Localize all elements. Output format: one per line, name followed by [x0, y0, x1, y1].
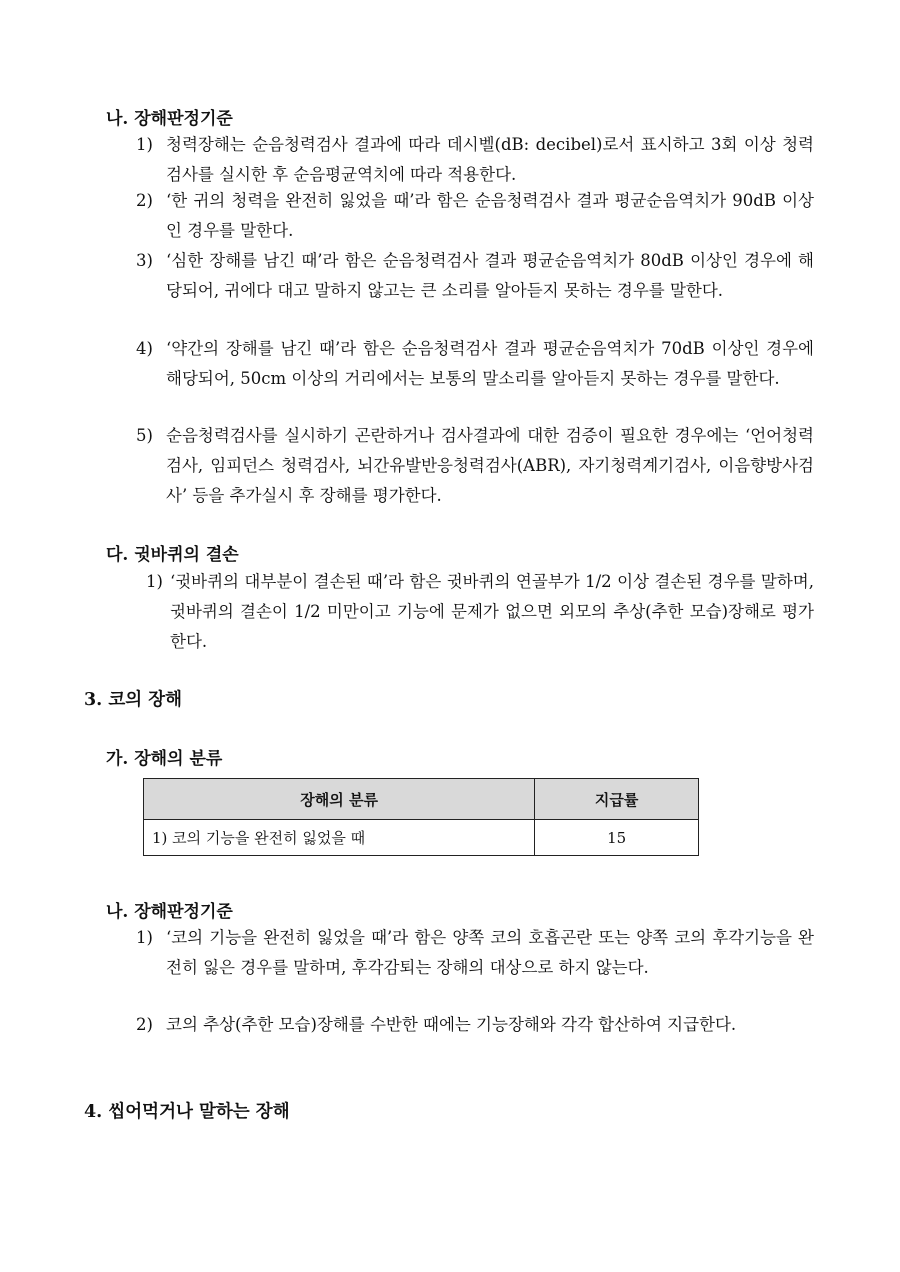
item-number: 4): [136, 339, 153, 358]
item-number: 2): [136, 1015, 153, 1034]
item-number: 1): [136, 928, 153, 947]
item-text: ‘약간의 장해를 남긴 때’라 함은 순음청력검사 결과 평균순음역치가 70dB 이상인 경우에 해당되어, 50cm 이상의 거리에서는 보통의 말소리를 알아듣지 못하는 경우를 말한다.: [166, 339, 814, 388]
item-text: ‘귓바퀴의 대부분이 결손된 때’라 함은 귓바퀴의 연골부가 1/2 이상 결손된 경우를 말하며, 귓바퀴의 결손이 1/2 미만이고 기능에 문제가 없으면 외모의 추상(추한 모습)장해로 평가한다.: [170, 572, 814, 651]
section-heading-classification: 가. 장해의 분류: [106, 749, 223, 769]
item-number: 1): [136, 135, 153, 154]
list-item: [136, 246, 814, 306]
item-number: 3): [136, 251, 153, 270]
item-number: 1): [146, 572, 163, 591]
list-item: [146, 567, 814, 657]
item-text: 청력장해는 순음청력검사 결과에 따라 데시벨(dB: decibel)로서 표시하고 3회 이상 청력검사를 실시한 후 순음평균역치에 따라 적용한다.: [166, 135, 814, 184]
item-text: 순음청력검사를 실시하기 곤란하거나 검사결과에 대한 검증이 필요한 경우에는 ‘언어청력검사, 임피던스 청력검사, 뇌간유발반응청력검사(ABR), 자기청력계기검사, 이음향방사검사’ 등을 추가실시 후 장해를 평가한다.: [166, 426, 814, 505]
item-text: ‘코의 기능을 완전히 잃었을 때’라 함은 양쪽 코의 호흡곤란 또는 양쪽 코의 후각기능을 완전히 잃은 경우를 말하며, 후각감퇴는 장해의 대상으로 하지 않는다.: [166, 928, 814, 977]
column-header-classification: 장해의 분류: [144, 779, 535, 820]
list-item: [136, 421, 814, 511]
table-cell-classification: 1) 코의 기능을 완전히 잃었을 때: [144, 820, 535, 856]
section-heading-auricle: 다. 귓바퀴의 결손: [106, 545, 239, 565]
section-heading-criteria: 나. 장해판정기준: [106, 109, 233, 129]
chapter-title-nose: 3. 코의 장해: [84, 690, 183, 710]
item-number: 2): [136, 191, 153, 210]
chapter-title-chewing-speech: 4. 씹어먹거나 말하는 장해: [84, 1102, 290, 1122]
section-heading-nose-criteria: 나. 장해판정기준: [106, 902, 233, 922]
item-text: ‘심한 장해를 남긴 때’라 함은 순음청력검사 결과 평균순음역치가 80dB 이상인 경우에 해당되어, 귀에다 대고 말하지 않고는 큰 소리를 알아듣지 못하는 경우를 말한다.: [166, 251, 814, 300]
table-cell-rate: 15: [535, 820, 699, 856]
item-text: 코의 추상(추한 모습)장해를 수반한 때에는 기능장해와 각각 합산하여 지급한다.: [166, 1015, 737, 1034]
table-header-row: [144, 779, 699, 820]
column-header-rate: 지급률: [535, 779, 699, 820]
item-number: 5): [136, 426, 153, 445]
list-item: [136, 1010, 814, 1040]
table-row: [144, 820, 699, 856]
list-item: [136, 130, 814, 190]
disability-rate-table: [143, 778, 699, 856]
list-item: [136, 923, 814, 983]
list-item: [136, 334, 814, 394]
list-item: [136, 186, 814, 246]
item-text: ‘한 귀의 청력을 완전히 잃었을 때’라 함은 순음청력검사 결과 평균순음역치가 90dB 이상인 경우를 말한다.: [166, 191, 814, 240]
